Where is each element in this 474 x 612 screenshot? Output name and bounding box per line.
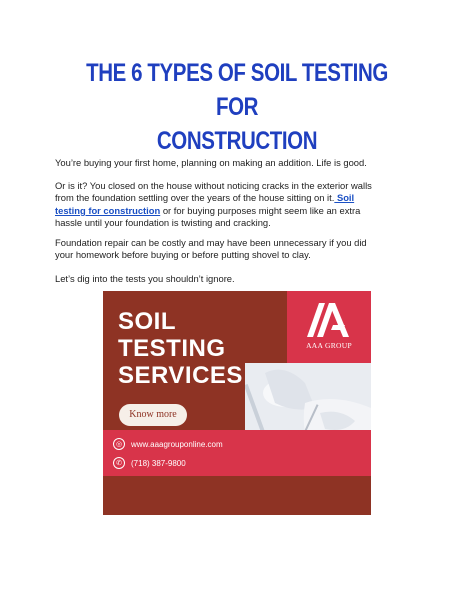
paragraph-1: You’re buying your first home, planning on making an addition. Life is good. [55,157,367,168]
website-row [113,438,223,450]
banner-headline-line-1: SOIL [118,308,177,335]
globe-icon: ◎ [113,438,125,450]
phone-icon: ✆ [113,457,125,469]
aaa-group-logo [287,291,371,363]
know-more-button[interactable]: Know more [119,404,187,426]
website-text[interactable]: www.aaagrouponline.com [131,439,223,449]
phone-text[interactable]: (718) 387-9800 [131,458,186,468]
paragraph-3: Foundation repair can be costly and may have been unnecessary if you did your homework before buying or before putting shovel to clay. [55,237,367,261]
soil-testing-link[interactable]: Soil testing for construction [55,192,355,216]
title-line-2: CONSTRUCTION [156,127,318,155]
document-title [75,56,398,158]
banner-headline-line-3: SERVICES [118,362,243,389]
banner-headline-line-2: TESTING [118,335,226,362]
soil-testing-banner [103,291,371,515]
paragraph-2 [55,180,385,230]
aaa-logo-icon [305,299,353,339]
title-line-1: THE 6 TYPES OF SOIL TESTING FOR [86,59,388,121]
logo-text: AAA GROUP [306,341,352,350]
contact-bar [103,430,371,476]
paragraph-4: Let’s dig into the tests you shouldn’t ignore. [55,273,235,284]
banner-headline [118,308,243,389]
paragraph-2-text-a: Or is it? You closed on the house without noticing cracks in the exterior walls from the foundation settling over the years of the house sitting on it. [55,180,372,204]
paragraph-2-text-b: or for buying purposes might seem like an extra hassle until your foundation is twisting and cracking. [55,204,361,229]
phone-row [113,457,186,469]
